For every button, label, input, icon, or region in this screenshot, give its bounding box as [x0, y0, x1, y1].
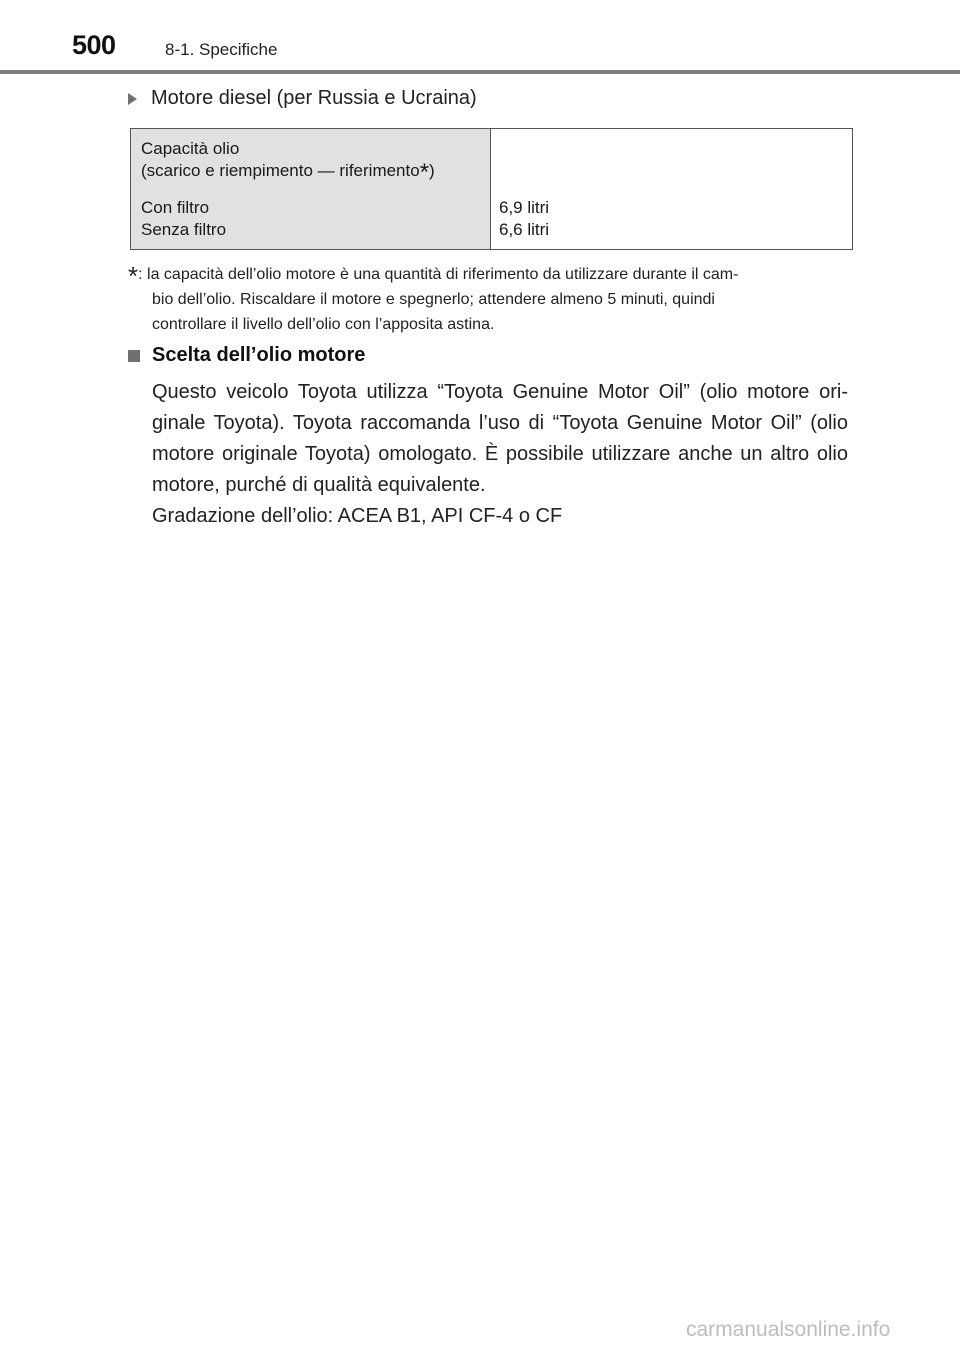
section-heading-text: Scelta dell’olio motore [152, 344, 366, 366]
table-label-column [131, 129, 491, 249]
footnote-star-marker: * [419, 159, 430, 186]
table-row-labels [141, 197, 226, 241]
footnote-line1: : la capacità dell’olio motore è una quantità di riferimento da utilizzare durante il cam- [138, 266, 739, 283]
triangle-right-icon [128, 93, 137, 105]
oil-capacity-table [130, 128, 853, 250]
header-rule [0, 70, 960, 74]
watermark: carmanualsonline.info [686, 1318, 891, 1341]
square-bullet-icon [128, 350, 140, 362]
section-heading [128, 344, 365, 367]
table-row-value: 6,9 litri [499, 198, 550, 217]
oil-grade-line: Gradazione dell’olio: ACEA B1, API CF-4 o CF [152, 505, 563, 527]
page-number: 500 [72, 30, 116, 60]
subheading [128, 87, 477, 110]
table-header-line1: Capacità olio [141, 139, 240, 158]
footnote [128, 262, 848, 337]
table-row-label: Senza filtro [141, 220, 227, 239]
table-header-text: (scarico e riempimento — riferimento [141, 161, 420, 180]
table-header-close: ) [429, 161, 435, 180]
footnote-line3: controllare il livello dell’olio con l’apposita astina. [152, 316, 495, 333]
footnote-star: * [128, 261, 139, 291]
table-row-values [499, 197, 549, 241]
section-title: 8-1. Specifiche [165, 40, 278, 59]
table-row-value: 6,6 litri [499, 220, 550, 239]
subheading-text: Motore diesel (per Russia e Ucraina) [151, 87, 477, 109]
table-value-column [491, 129, 852, 249]
body-paragraph: Questo veicolo Toyota utilizza “Toyota Genuine Motor Oil” (olio motore ori-ginale Toyota). Toyota raccomanda l’uso di “Toyota Genuine Motor Oil” (olio motore originale Toyota) omologato. È possibile utilizzare anche un altro olio motore, purché di qualità equivalente. [152, 381, 848, 496]
table-row-label: Con filtro [141, 198, 210, 217]
footnote-line2: bio dell’olio. Riscaldare il motore e spegnerlo; attendere almeno 5 minuti, quindi [152, 291, 715, 308]
table-header-line2 [141, 159, 480, 186]
